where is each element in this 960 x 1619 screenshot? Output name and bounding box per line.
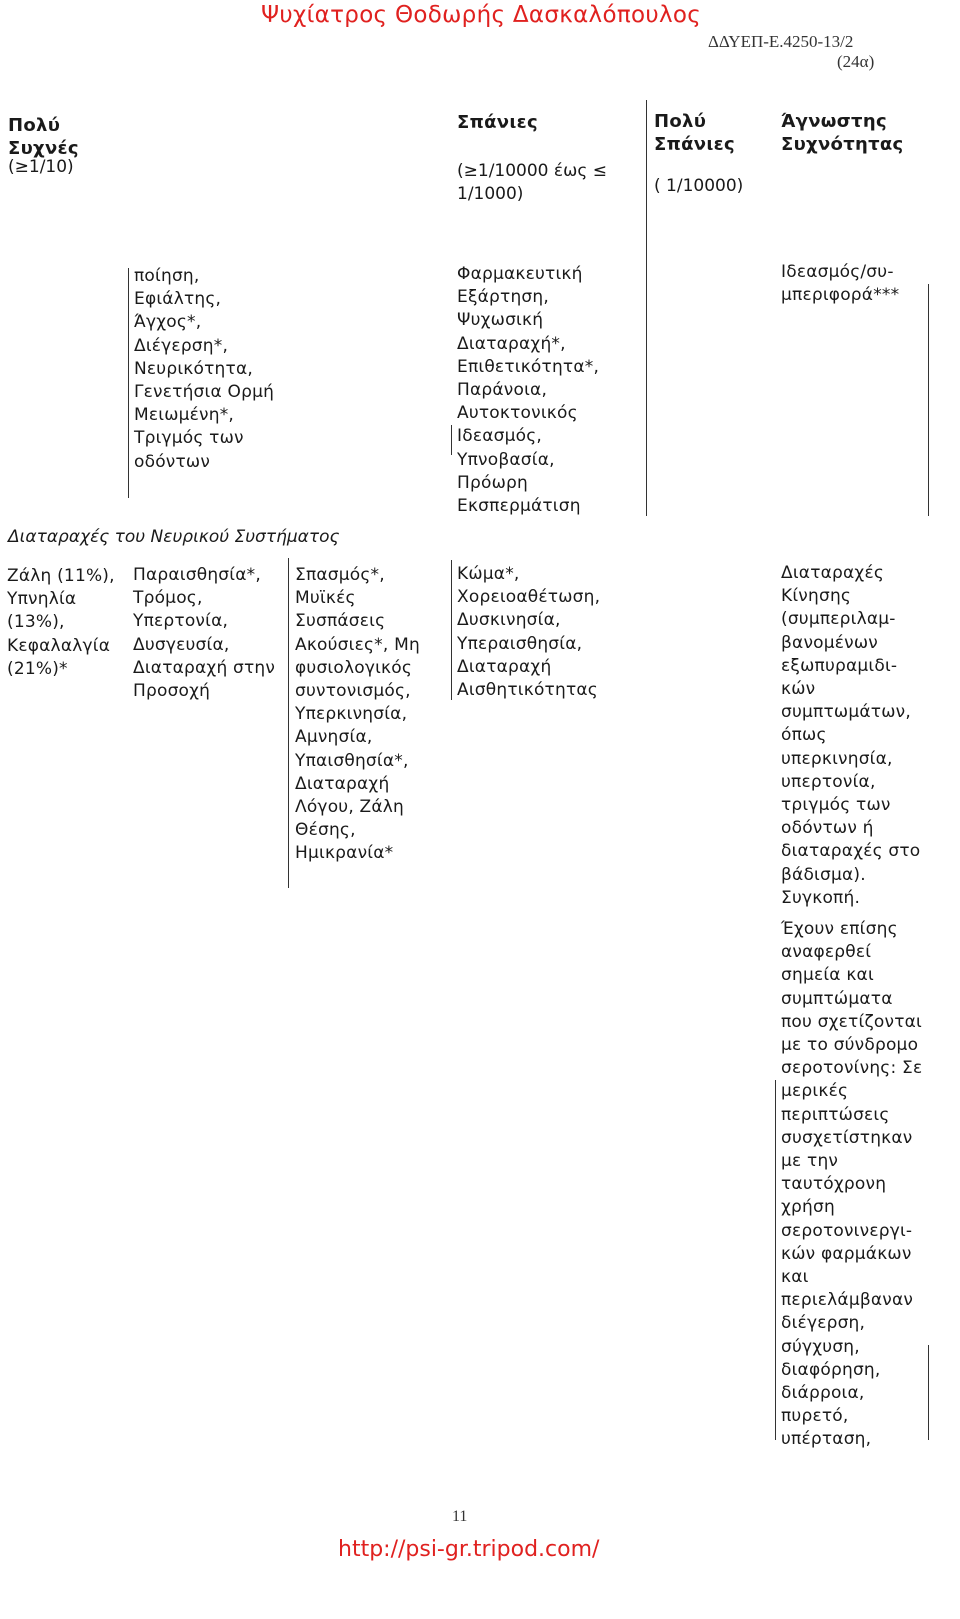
document-code: ΔΔΥΕΠ-Ε.4250-13/2 xyxy=(708,32,854,51)
column-divider xyxy=(451,560,452,700)
nervous-uncommon-cell: Σπασμός*, Μυϊκές Συσπάσεις Ακούσιες*, Μη φυσιολογικός συντονισμός, Υπερκινησία, Αμνησία, Υπαισθησία*, Διαταραχή Λόγου, Ζάλη Θέσης, Ημικρανία* xyxy=(295,565,420,864)
nervous-rare-cell: Κώμα*, Χορειοαθέτωση, Δυσκινησία, Υπεραισθησία, Διαταραχή Αισθητικότητας xyxy=(457,564,601,701)
column-divider xyxy=(451,425,452,455)
document-subcode: (24α) xyxy=(837,52,875,71)
nervous-unknown-extra-cell: Έχουν επίσης αναφερθεί σημεία και συμπτώματα που σχετίζονται με το σύνδρομο σεροτονίνης: Σε μερικές περιπτώσεις συσχετίστηκαν με την ταυτόχρονη χρήση σεροτονινεργι- κών φαρμάκων και περιελάμβαναν διέγερση, σύγχυση, διαφόρηση, διάρροια, πυρετό, υπέρταση, xyxy=(781,919,923,1450)
header-very-rare: Πολύ Σπάνιες xyxy=(654,111,735,155)
column-divider xyxy=(128,268,129,498)
psych-common-cell: ποίηση, Εφιάλτης, Άγχος*, Διέγερση*, Νευρικότητα, Γενετήσια Ορμή Μειωμένη*, Τριγμός των οδόντων xyxy=(134,266,275,472)
nervous-unknown-cell: Διαταραχές Κίνησης (συμπεριλαμ- βανομένων εξωπυραμιδι- κών συμπτωμάτων, όπως υπερκινησία, υπερτονία, τριγμός των οδόντων ή διαταραχές στο βάδισμα). Συγκοπή. xyxy=(781,563,921,908)
header-very-rare-range: ( 1/10000) xyxy=(654,176,744,196)
page-number: 11 xyxy=(452,1508,468,1525)
header-very-common-range: (≥1/10) xyxy=(8,157,74,177)
column-divider xyxy=(928,284,929,516)
section-heading: Διαταραχές του Νευρικού Συστήματος xyxy=(8,527,340,547)
column-divider xyxy=(288,558,289,888)
footer-url[interactable]: http://psi-gr.tripod.com/ xyxy=(338,1537,600,1562)
header-rare: Σπάνιες xyxy=(457,112,538,133)
brand-title: Ψυχίατρος Θοδωρής Δασκαλόπουλος xyxy=(261,2,702,28)
psych-unknown-cell: Ιδεασμός/συ- μπεριφορά*** xyxy=(781,262,900,306)
header-very-common: Πολύ Συχνές xyxy=(8,115,79,159)
column-divider xyxy=(775,1080,776,1440)
nervous-very-common-cell: Ζάλη (11%), Υπνηλία (13%), Κεφαλαλγία (21%)* xyxy=(7,566,115,679)
nervous-common-cell: Παραισθησία*, Τρόμος, Υπερτονία, Δυσγευσία, Διαταραχή στην Προσοχή xyxy=(133,565,276,702)
header-rare-range: (≥1/10000 έως ≤ 1/1000) xyxy=(457,161,607,204)
psych-rare-cell: Φαρμακευτική Εξάρτηση, Ψυχωσική Διαταραχή*, Επιθετικότητα*, Παράνοια, Αυτοκτονικός Ιδεασμός, Υπνοβασία, Πρόωρη Εκσπερμάτιση xyxy=(457,264,600,517)
column-divider xyxy=(928,1345,929,1440)
header-unknown: Άγνωστης Συχνότητας xyxy=(781,111,904,155)
column-divider xyxy=(646,100,647,516)
